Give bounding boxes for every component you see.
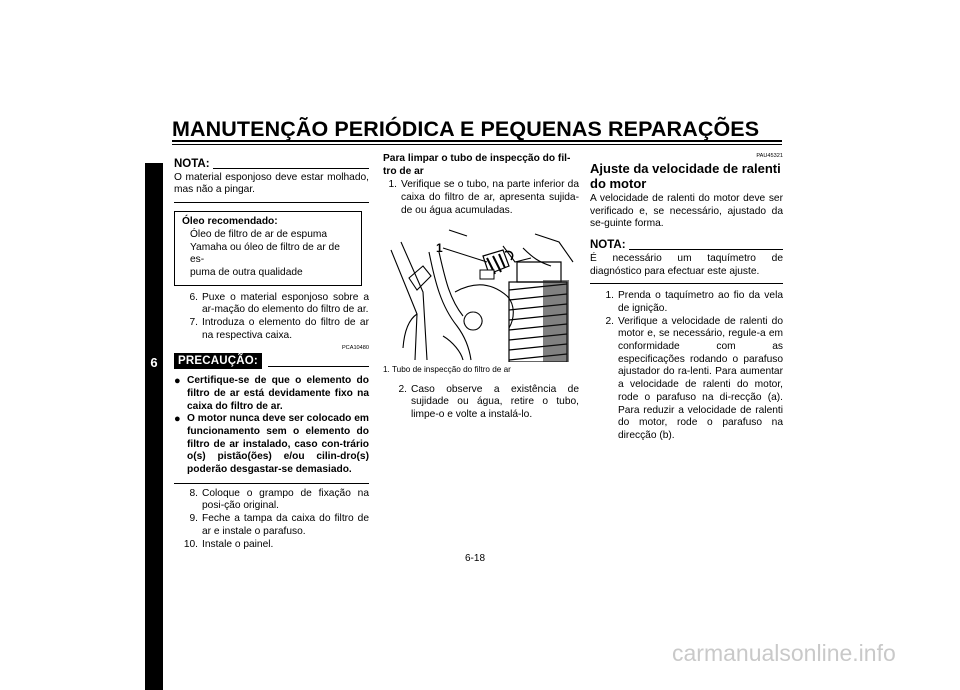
note-label: NOTA: bbox=[590, 239, 626, 252]
caution-divider bbox=[174, 483, 369, 484]
subheading: Para limpar o tubo de inspecção do fil-tro de ar bbox=[383, 153, 571, 177]
column-2 bbox=[383, 153, 579, 422]
step-text: Puxe o material esponjoso sobre a ar-mação do elemento do filtro de ar. bbox=[202, 291, 369, 316]
step-item bbox=[174, 513, 369, 538]
page-title: MANUTENÇÃO PERIÓDICA E PEQUENAS REPARAÇÕES bbox=[172, 117, 760, 141]
bullet-text: Certifique-se de que o elemento do filtro de ar está devidamente fixo na caixa do filtro de ar. bbox=[187, 375, 369, 412]
box-line: Óleo de filtro de ar de espuma bbox=[190, 228, 328, 240]
step-item bbox=[174, 539, 369, 552]
box-title: Óleo recomendado: bbox=[182, 216, 278, 228]
bullet-dot-icon: ● bbox=[174, 413, 181, 426]
caution-bullet bbox=[174, 413, 369, 477]
step-number: 1. bbox=[605, 290, 614, 302]
bullet-text: O motor nunca deve ser colocado em funcionamento sem o elemento do filtro de ar instalado, caso con-trário o(s) pistão(ões) e/ou cilin-dro(s) poderão desgastar-se demasiado. bbox=[187, 413, 369, 476]
inspection-tube-figure bbox=[383, 222, 577, 362]
figure-callout: 1 bbox=[436, 240, 443, 255]
step-item bbox=[174, 292, 369, 317]
figure-illustration bbox=[383, 222, 577, 362]
figure-caption: 1. Tubo de inspecção do filtro de ar bbox=[383, 364, 511, 374]
page-number: 6-18 bbox=[465, 553, 486, 564]
step-number: 8. bbox=[189, 487, 198, 499]
step-number: 9. bbox=[189, 513, 198, 525]
step-text: Coloque o grampo de fixação na posi-ção original. bbox=[202, 487, 369, 512]
recommended-oil-box bbox=[174, 211, 362, 286]
column-3 bbox=[590, 153, 783, 443]
note-header bbox=[174, 158, 369, 171]
caution-code: PCA10480 bbox=[341, 345, 369, 352]
step-number: 2. bbox=[605, 315, 614, 327]
steps-list bbox=[590, 290, 783, 442]
step-item bbox=[383, 179, 579, 217]
step-text: Verifique se o tubo, na parte inferior da caixa do filtro de ar, apresenta sujida-de ou água acumuladas. bbox=[401, 179, 579, 216]
step-item bbox=[174, 317, 369, 342]
step-number: 10. bbox=[183, 538, 198, 550]
section-code: PAU45321 bbox=[756, 153, 783, 159]
steps-list-b bbox=[174, 488, 369, 552]
step-text: Verifique a velocidade de ralenti do motor e, se necessário, regule-a em conformidade com as especificações rodando o parafuso ajustador do ra-lenti. Para aumentar a velocidade de ralenti do motor, rode o parafuso na di-recção (a). Para reduzir a velocidade de ralenti do motor, rode o parafuso na direcção (b). bbox=[618, 315, 783, 441]
step-text: Prenda o taquímetro ao fio da vela de ignição. bbox=[618, 290, 783, 314]
step-text: Feche a tampa da caixa do filtro de ar e instale o parafuso. bbox=[202, 513, 369, 537]
note-divider bbox=[590, 283, 783, 284]
step-text: Introduza o elemento do filtro de ar na respectiva caixa. bbox=[202, 317, 369, 341]
chapter-tab bbox=[145, 163, 163, 690]
intro-text: A velocidade de ralenti do motor deve ser verificado e, se necessário, ajustado da se-guinte forma. bbox=[590, 193, 783, 230]
inspection-tube bbox=[480, 250, 513, 279]
step-item bbox=[383, 384, 579, 422]
note-text: É necessário um taquímetro de diagnóstico para efectuar este ajuste. bbox=[590, 252, 783, 277]
note-divider bbox=[174, 202, 369, 203]
step-number: 6. bbox=[189, 291, 198, 303]
chapter-number: 6 bbox=[150, 355, 158, 370]
steps-list-a bbox=[174, 292, 369, 343]
title-rule-thin bbox=[172, 144, 782, 145]
note-label: NOTA: bbox=[174, 158, 210, 170]
step-item bbox=[174, 488, 369, 513]
box-line: puma de outra qualidade bbox=[190, 266, 303, 278]
note-header bbox=[590, 239, 783, 252]
caution-bullets bbox=[174, 375, 369, 477]
step-item bbox=[590, 290, 783, 315]
caution-bullet bbox=[174, 375, 369, 413]
step-number: 7. bbox=[189, 317, 198, 329]
bullet-dot-icon: ● bbox=[174, 375, 181, 388]
step-text: Instale o painel. bbox=[202, 538, 274, 550]
box-line: Yamaha ou óleo de filtro de ar de es- bbox=[190, 241, 340, 266]
caution-label: PRECAUÇÃO: bbox=[174, 353, 262, 369]
section-heading: Ajuste da velocidade de ralenti do motor bbox=[590, 161, 781, 191]
column-1 bbox=[174, 158, 369, 551]
title-rule bbox=[172, 140, 782, 142]
step-text: Caso observe a existência de sujidade ou água, retire o tubo, limpe-o e volte a instalá-lo. bbox=[411, 383, 579, 420]
step-item bbox=[590, 316, 783, 443]
caution-header bbox=[174, 353, 369, 369]
note-text: O material esponjoso deve estar molhado, mas não a pingar. bbox=[174, 171, 369, 196]
site-watermark: carmanualsonline.info bbox=[672, 640, 896, 666]
step-number: 2. bbox=[398, 383, 407, 395]
step-number: 1. bbox=[388, 179, 397, 191]
